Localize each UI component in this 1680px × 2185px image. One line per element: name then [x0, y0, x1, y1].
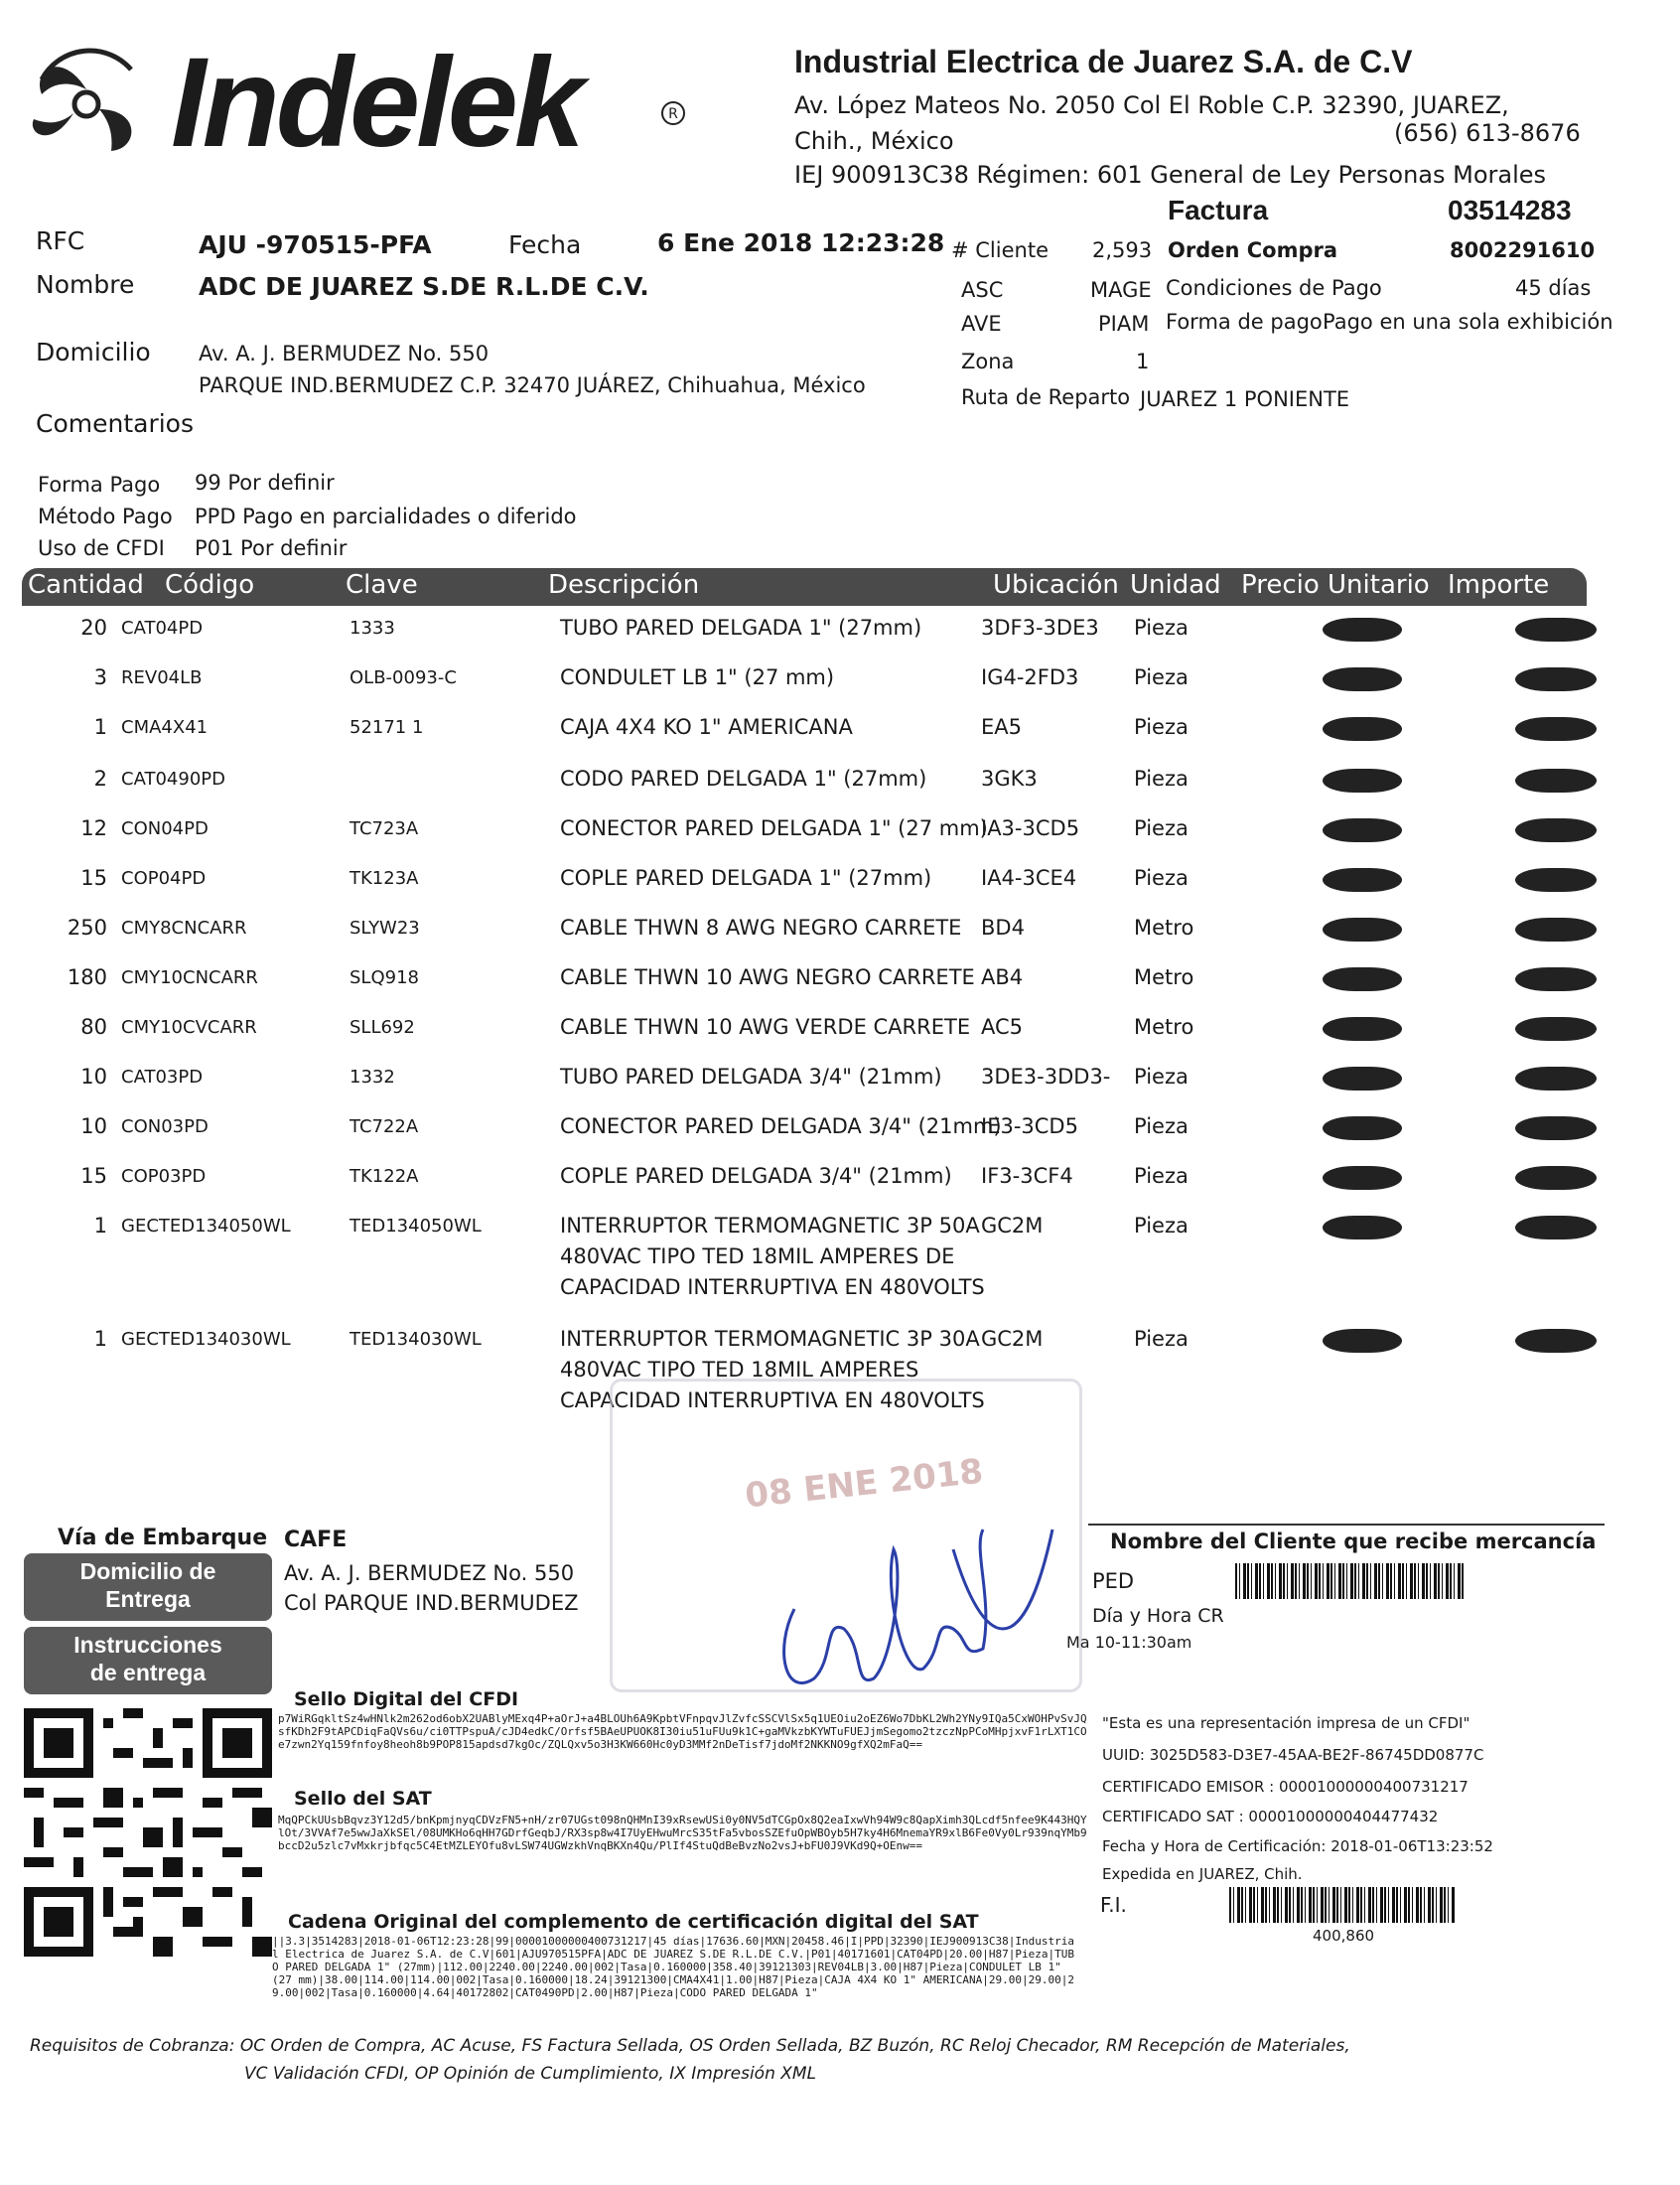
zona-value: 1	[1136, 350, 1150, 373]
fecha-label: Fecha	[508, 230, 582, 259]
row-description: INTERRUPTOR TERMOMAGNETIC 3P 50A	[560, 1214, 980, 1238]
cadena-text: ||3.3|3514283|2018-01-06T12:23:28|99|00001000000400731217|45 días|17636.60|MXN|20458.46|I|PPD|32390|IEJ900913C38|Industrial Electrica de Juarez S.A. de C.V|601|AJU970515PFA|ADC DE JUAREZ S.DE R.L.DE C.V.|P01|40171601|CAT04PD|20.00|H87|Pieza|TUBO PARED DELGADA 1" (27mm)|112.00|2240.00|2240.00|002|Tasa|0.160000|358.40|39121303|REV04LB|3.00|H87|Pieza|CONDULET LB 1" (27 mm)|38.00|114.00|114.00|002|Tasa|0.160000|18.24|39121300|CMA4X41|1.00|H87|Pieza|CAJA 4X4 KO 1" AMERICANA|29.00|29.00|29.00|002|Tasa|0.160000|4.64|40172802|CAT0490PD|2.00|H87|Pieza|CODO PARED DELGADA 1"	[272, 1935, 1074, 1999]
ave-value: PIAM	[1098, 312, 1150, 336]
row-clave: 1332	[350, 1067, 395, 1088]
redacted-price	[1323, 667, 1402, 691]
row-clave: TK123A	[350, 868, 419, 889]
row-quantity: 10	[80, 1065, 107, 1089]
row-description: CAPACIDAD INTERRUPTIVA EN 480VOLTS	[560, 1388, 985, 1412]
row-quantity: 12	[80, 816, 107, 840]
orden-compra-label: Orden Compra	[1168, 238, 1338, 262]
rfc-label: RFC	[36, 226, 85, 255]
qr-code-icon	[24, 1708, 272, 1957]
redacted-amount	[1515, 1116, 1597, 1140]
via-embarque-value: CAFE	[284, 1528, 348, 1552]
company-name: Industrial Electrica de Juarez S.A. de C.V	[794, 44, 1413, 79]
condiciones-value: 45 días	[1515, 276, 1592, 300]
row-unidad: Metro	[1134, 916, 1194, 940]
row-unidad: Pieza	[1134, 1164, 1189, 1188]
redacted-amount	[1515, 1017, 1597, 1041]
row-unidad: Pieza	[1134, 866, 1189, 890]
metodo-pago-label: Método Pago	[38, 505, 173, 528]
uuid-text: UUID: 3025D583-D3E7-45AA-BE2F-86745DD0877C	[1102, 1746, 1484, 1764]
row-quantity: 250	[67, 916, 107, 940]
cliente-recibe-label: Nombre del Cliente que recibe mercancía	[1110, 1530, 1597, 1553]
representacion-text: "Esta es una representación impresa de un CFDI"	[1102, 1714, 1470, 1732]
signature-line	[1088, 1524, 1605, 1526]
row-quantity: 20	[80, 616, 107, 640]
row-quantity: 10	[80, 1114, 107, 1138]
redacted-price	[1323, 818, 1402, 842]
row-ubicacion: GC2M	[981, 1214, 1044, 1238]
col-unidad: Unidad	[1130, 570, 1221, 600]
row-description: CABLE THWN 10 AWG VERDE CARRETE	[560, 1015, 971, 1039]
sello-cfdi-label: Sello Digital del CFDI	[294, 1688, 519, 1710]
redacted-price	[1323, 1166, 1402, 1190]
row-unidad: Metro	[1134, 965, 1194, 989]
entrega-address-line2: Col PARQUE IND.BERMUDEZ	[284, 1591, 579, 1615]
row-code: CAT0490PD	[121, 769, 226, 790]
row-quantity: 180	[67, 965, 107, 989]
row-ubicacion: IA4-3CE4	[981, 866, 1077, 890]
dia-hora-value: Ma 10-11:30am	[1066, 1633, 1192, 1652]
col-precio-unitario: Precio Unitario	[1241, 570, 1430, 600]
redacted-price	[1323, 1116, 1402, 1140]
row-ubicacion: IG4-2FD3	[981, 665, 1079, 689]
condiciones-label: Condiciones de Pago	[1166, 276, 1382, 300]
factura-number: 03514283	[1448, 195, 1572, 225]
col-cantidad: Cantidad	[28, 570, 144, 600]
domicilio-entrega-button	[24, 1553, 272, 1621]
row-unidad: Pieza	[1134, 816, 1189, 840]
row-description: COPLE PARED DELGADA 1" (27mm)	[560, 866, 932, 890]
row-ubicacion: EA5	[981, 715, 1022, 739]
row-description: CAPACIDAD INTERRUPTIVA EN 480VOLTS	[560, 1275, 985, 1299]
row-ubicacion: BD4	[981, 916, 1025, 940]
row-code: CAT04PD	[121, 618, 204, 639]
fi-label: F.I.	[1100, 1893, 1127, 1917]
row-unidad: Pieza	[1134, 1327, 1189, 1351]
redacted-price	[1323, 717, 1402, 741]
row-quantity: 15	[80, 866, 107, 890]
forma-pago2-label: Forma Pago	[38, 473, 161, 497]
fecha-value: 6 Ene 2018 12:23:28	[657, 228, 945, 257]
row-description: CONECTOR PARED DELGADA 1" (27 mm)	[560, 816, 988, 840]
col-codigo: Código	[165, 570, 255, 600]
ave-label: AVE	[961, 312, 1002, 336]
redacted-price	[1323, 1329, 1402, 1353]
redacted-amount	[1515, 667, 1597, 691]
redacted-price	[1323, 967, 1402, 991]
ruta-label: Ruta de Reparto	[961, 385, 1131, 409]
row-code: CMY10CNCARR	[121, 967, 258, 988]
footer-line1: Requisitos de Cobranza: OC Orden de Compra, AC Acuse, FS Factura Sellada, OS Orden Sellada, BZ Buzón, RC Reloj Checador, RM Recepción de Materiales,	[30, 2036, 1350, 2056]
row-unidad: Pieza	[1134, 767, 1189, 791]
sello-sat-text: MqQPCkUUsbBqvz3Y12d5/bnKpmjnyqCDVzFN5+nH/zr07UGst098nQHMnI39xRsewUSi0y0NV5dTCGpOx8Q2eaIxwVh94W9c8QapXimh3QLcdf5nfee9K443HQYlOt/3VVAf7e5wwJaXkSEl/08UMKHo6qHH7GDrfGeqbJ/RX3sp8w4I7UyEHwuMrcS35tFa5vbosSZEfuOpWBOyb5H7ky4H6MnemaYR9xlB6Fe0Vy0Lr939nqYMb9bccD2u5zlc7vMxkrjbfqc5C4EtMZLEYOfu8vLSW74UGWzkhVnqBKXn4Qu/PlIf4StuQdBeBvzNo2vsJ+bFU0J9VKd9Q+OEnw==	[278, 1814, 1087, 1852]
ped-label: PED	[1092, 1569, 1135, 1593]
row-ubicacion: 3DE3-3DD3-	[981, 1065, 1111, 1089]
row-description: 480VAC TIPO TED 18MIL AMPERES DE	[560, 1244, 955, 1268]
row-description: CABLE THWN 8 AWG NEGRO CARRETE	[560, 916, 962, 940]
cliente-label: # Cliente	[951, 238, 1049, 262]
forma-pago-label: Forma de pago:	[1166, 310, 1330, 334]
redacted-price	[1323, 1017, 1402, 1041]
row-quantity: 3	[93, 665, 107, 689]
row-ubicacion: GC2M	[981, 1327, 1044, 1351]
dia-hora-label: Día y Hora CR	[1092, 1605, 1224, 1627]
forma-pago-value: Pago en una sola exhibición	[1323, 310, 1613, 334]
redacted-amount	[1515, 618, 1597, 642]
row-description: CONECTOR PARED DELGADA 3/4" (21mm)	[560, 1114, 1002, 1138]
row-clave: TED134030WL	[350, 1329, 482, 1350]
row-code: GECTED134050WL	[121, 1216, 291, 1237]
row-clave: 1333	[350, 618, 395, 639]
row-quantity: 15	[80, 1164, 107, 1188]
orden-compra-value: 8002291610	[1450, 238, 1596, 262]
row-clave: OLB-0093-C	[350, 667, 457, 688]
redacted-amount	[1515, 769, 1597, 793]
row-ubicacion: IE3-3CD5	[981, 1114, 1078, 1138]
sello-cfdi-text: p7WiRGqkltSz4wHNlk2m262od6obX2UABlyMExq4P+aOrJ+a4BLOUh6A9KpbtVFnpqvJlZvfcSSCVlSx5q1UEOiu2oEZ6Wo7DbKL2Wh2YNy9IQa5CxWOHPvSvJQsfKDh2F9tAPCDiqFaQVs6u/ci0TTPspuA/cJD4edkC/Orfsf5BAeUPUOK8I30iu51uFUu9k1C+gaMVkzbKYWTuFUEJjmSegomo2tzczNpPCoMHpjxvF1rLXT1COe7zwn2Yq159fnfoy8heoh8b9POP815apdsd7kgOc/ZQLQxv5o3H3KW660Hc0yD3MMf2nDeTisf7jdoMf2NKKNO9gfXQ2mFaQ==	[278, 1712, 1087, 1751]
qr-code	[24, 1708, 272, 1957]
nombre-value: ADC DE JUAREZ S.DE R.L.DE C.V.	[199, 272, 649, 301]
row-quantity: 2	[93, 767, 107, 791]
row-clave: SLQ918	[350, 967, 419, 988]
redacted-price	[1323, 1216, 1402, 1239]
ped-barcode	[1235, 1563, 1464, 1599]
row-ubicacion: 3GK3	[981, 767, 1038, 791]
via-embarque-label: Vía de Embarque	[58, 1526, 268, 1550]
asc-value: MAGE	[1090, 278, 1152, 302]
redacted-amount	[1515, 967, 1597, 991]
company-phone: (656) 613-8676	[1394, 119, 1581, 147]
row-description: CABLE THWN 10 AWG NEGRO CARRETE	[560, 965, 975, 989]
row-unidad: Pieza	[1134, 1214, 1189, 1238]
signature-scribble	[755, 1490, 1072, 1728]
row-code: CAT03PD	[121, 1067, 204, 1088]
row-unidad: Pieza	[1134, 1114, 1189, 1138]
row-code: CMY10CVCARR	[121, 1017, 257, 1038]
row-code: CON04PD	[121, 818, 209, 839]
row-clave: TK122A	[350, 1166, 419, 1187]
fi-number: 400,860	[1313, 1927, 1375, 1945]
redacted-price	[1323, 1067, 1402, 1091]
row-code: COP03PD	[121, 1166, 207, 1187]
company-address-line1: Av. López Mateos No. 2050 Col El Roble C.P. 32390, JUAREZ,	[794, 91, 1509, 119]
row-description: TUBO PARED DELGADA 3/4" (21mm)	[560, 1065, 942, 1089]
row-code: CON03PD	[121, 1116, 209, 1137]
domicilio-line1: Av. A. J. BERMUDEZ No. 550	[199, 342, 490, 365]
factura-label: Factura	[1168, 195, 1269, 225]
row-unidad: Metro	[1134, 1015, 1194, 1039]
instrucciones-entrega-button	[24, 1627, 272, 1694]
stamp-date: 08 ENE 2018	[743, 1451, 985, 1517]
row-description: CODO PARED DELGADA 1" (27mm)	[560, 767, 927, 791]
row-code: GECTED134030WL	[121, 1329, 291, 1350]
domicilio-line2: PARQUE IND.BERMUDEZ C.P. 32470 JUÁREZ, Chihuahua, México	[199, 373, 866, 397]
row-code: REV04LB	[121, 667, 203, 688]
uso-cfdi-label: Uso de CFDI	[38, 536, 165, 560]
redacted-amount	[1515, 1067, 1597, 1091]
row-ubicacion: 3DF3-3DE3	[981, 616, 1099, 640]
row-ubicacion: IA3-3CD5	[981, 816, 1080, 840]
redacted-price	[1323, 918, 1402, 942]
sello-sat-label: Sello del SAT	[294, 1788, 432, 1810]
row-code: COP04PD	[121, 868, 207, 889]
col-descripcion: Descripción	[548, 570, 700, 600]
redacted-amount	[1515, 868, 1597, 892]
cliente-value: 2,593	[1092, 238, 1153, 262]
row-clave: TC722A	[350, 1116, 419, 1137]
domicilio-entrega-text: Domicilio de Entrega	[79, 1558, 216, 1612]
redacted-price	[1323, 769, 1402, 793]
redacted-amount	[1515, 1166, 1597, 1190]
instrucciones-entrega-text: Instrucciones de entrega	[73, 1632, 222, 1685]
row-ubicacion: IF3-3CF4	[981, 1164, 1073, 1188]
row-description: COPLE PARED DELGADA 3/4" (21mm)	[560, 1164, 952, 1188]
domicilio-label: Domicilio	[36, 338, 151, 366]
asc-label: ASC	[961, 278, 1004, 302]
redacted-amount	[1515, 717, 1597, 741]
row-clave: SLL692	[350, 1017, 415, 1038]
row-clave: SLYW23	[350, 918, 420, 939]
redacted-amount	[1515, 818, 1597, 842]
row-unidad: Pieza	[1134, 616, 1189, 640]
row-description: TUBO PARED DELGADA 1" (27mm)	[560, 616, 922, 640]
redacted-price	[1323, 618, 1402, 642]
uso-cfdi-value: P01 Por definir	[195, 536, 348, 560]
row-ubicacion: AB4	[981, 965, 1024, 989]
forma-pago2-value: 99 Por definir	[195, 471, 335, 495]
metodo-pago-value: PPD Pago en parcialidades o diferido	[195, 505, 577, 528]
fecha-cert-text: Fecha y Hora de Certificación: 2018-01-06T13:23:52	[1102, 1837, 1493, 1855]
row-clave: 52171 1	[350, 717, 424, 738]
row-ubicacion: AC5	[981, 1015, 1024, 1039]
row-quantity: 1	[93, 1327, 107, 1351]
row-clave: TC723A	[350, 818, 419, 839]
redacted-amount	[1515, 918, 1597, 942]
entrega-address-line1: Av. A. J. BERMUDEZ No. 550	[284, 1561, 575, 1585]
cadena-label: Cadena Original del complemento de certificación digital del SAT	[288, 1911, 979, 1933]
company-rfc-regimen: IEJ 900913C38 Régimen: 601 General de Ley Personas Morales	[794, 161, 1547, 189]
row-quantity: 80	[80, 1015, 107, 1039]
col-ubicacion: Ubicación	[993, 570, 1119, 600]
cert-sat-text: CERTIFICADO SAT : 00001000000404477432	[1102, 1808, 1439, 1825]
col-clave: Clave	[346, 570, 418, 600]
ruta-value: JUAREZ 1 PONIENTE	[1140, 387, 1350, 411]
rfc-value: AJU -970515-PFA	[199, 230, 432, 259]
row-description: CONDULET LB 1" (27 mm)	[560, 665, 835, 689]
redacted-price	[1323, 868, 1402, 892]
row-clave: TED134050WL	[350, 1216, 482, 1237]
footer-line2: VC Validación CFDI, OP Opinión de Cumplimiento, IX Impresión XML	[244, 2064, 817, 2084]
row-quantity: 1	[93, 715, 107, 739]
comentarios-label: Comentarios	[36, 409, 194, 438]
row-code: CMY8CNCARR	[121, 918, 247, 939]
row-description: CAJA 4X4 KO 1" AMERICANA	[560, 715, 853, 739]
expedida-text: Expedida en JUAREZ, Chih.	[1102, 1865, 1303, 1883]
svg-text:R: R	[668, 106, 678, 122]
redacted-amount	[1515, 1329, 1597, 1353]
logo-wordmark: Indelek	[171, 32, 582, 174]
row-unidad: Pieza	[1134, 665, 1189, 689]
nombre-label: Nombre	[36, 270, 135, 299]
row-description: 480VAC TIPO TED 18MIL AMPERES	[560, 1358, 919, 1382]
row-unidad: Pieza	[1134, 1065, 1189, 1089]
zona-label: Zona	[961, 350, 1015, 373]
row-code: CMA4X41	[121, 717, 209, 738]
row-description: INTERRUPTOR TERMOMAGNETIC 3P 30A	[560, 1327, 980, 1351]
cert-emisor-text: CERTIFICADO EMISOR : 00001000000400731217	[1102, 1778, 1469, 1796]
row-quantity: 1	[93, 1214, 107, 1238]
fi-barcode	[1229, 1887, 1456, 1923]
row-unidad: Pieza	[1134, 715, 1189, 739]
redacted-amount	[1515, 1216, 1597, 1239]
company-address-line2: Chih., México	[794, 127, 954, 155]
col-importe: Importe	[1448, 570, 1550, 600]
